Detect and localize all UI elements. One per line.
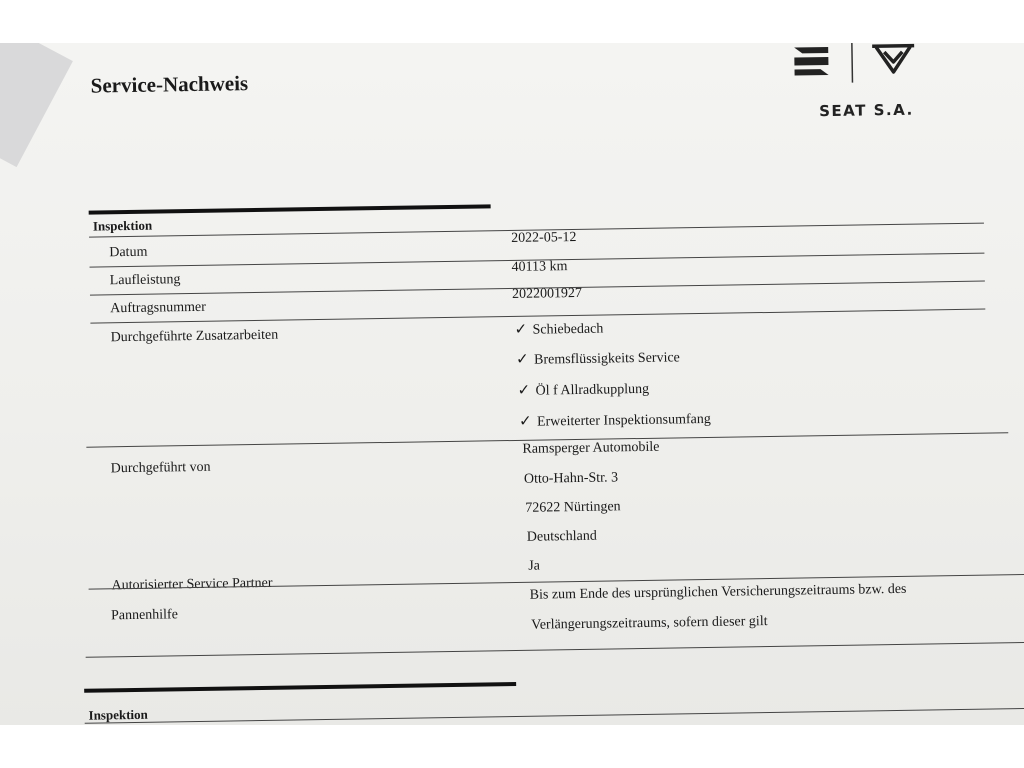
next-section-label: Inspektion: [88, 706, 148, 723]
pannenhilfe-label: Pannenhilfe: [110, 607, 178, 624]
workshop-city: 72622 Nürtingen: [525, 499, 621, 516]
checkmark-icon: ✓: [514, 319, 528, 338]
row-divider: [85, 708, 1024, 724]
auftragsnummer-label: Auftragsnummer: [110, 299, 206, 317]
datum-label: Datum: [109, 244, 148, 261]
pannenhilfe-line: Bis zum Ende des ursprünglichen Versicherungszeitraums bzw. des: [529, 581, 907, 603]
checkmark-icon: ✓: [515, 349, 529, 368]
document-page: [0, 43, 1024, 725]
brand-name: SEAT S.A.: [819, 100, 914, 121]
service-partner-value: Ja: [528, 558, 541, 574]
workshop-name: Ramsperger Automobile: [522, 439, 660, 457]
laufleistung-label: Laufleistung: [109, 272, 181, 289]
zusatzarbeit-item: ✓ Öl f Allradkupplung: [517, 380, 650, 399]
durchgefuehrt-von-label: Durchgeführt von: [110, 459, 211, 477]
row-divider: [86, 642, 1024, 658]
section-label: Inspektion: [92, 217, 153, 234]
workshop-country: Deutschland: [526, 528, 597, 545]
pannenhilfe-line: Verlängerungszeitraums, sofern dieser gilt: [531, 614, 768, 633]
section-divider-bar: [84, 682, 516, 693]
document-sheet: [0, 43, 1024, 725]
datum-value: 2022-05-12: [511, 229, 577, 246]
page-title: Service-Nachweis: [90, 71, 249, 98]
checkmark-icon: ✓: [517, 380, 531, 399]
auftragsnummer-value: 2022001927: [511, 285, 583, 302]
zusatzarbeiten-label: Durchgeführte Zusatzarbeiten: [110, 327, 279, 346]
seat-cupra-logo-icon: [790, 43, 921, 86]
workshop-street: Otto-Hahn-Str. 3: [523, 470, 619, 487]
zusatzarbeit-item: ✓ Schiebedach: [514, 319, 604, 338]
zusatzarbeit-item: ✓ Bremsflüssigkeits Service: [515, 349, 680, 368]
laufleistung-value: 40113 km: [511, 259, 568, 275]
checkmark-icon: ✓: [518, 411, 532, 430]
service-partner-label: Autorisierter Service Partner: [111, 575, 273, 594]
section-divider-bar: [89, 204, 491, 214]
zusatzarbeit-item: ✓ Erweiterter Inspektionsumfang: [518, 411, 711, 430]
